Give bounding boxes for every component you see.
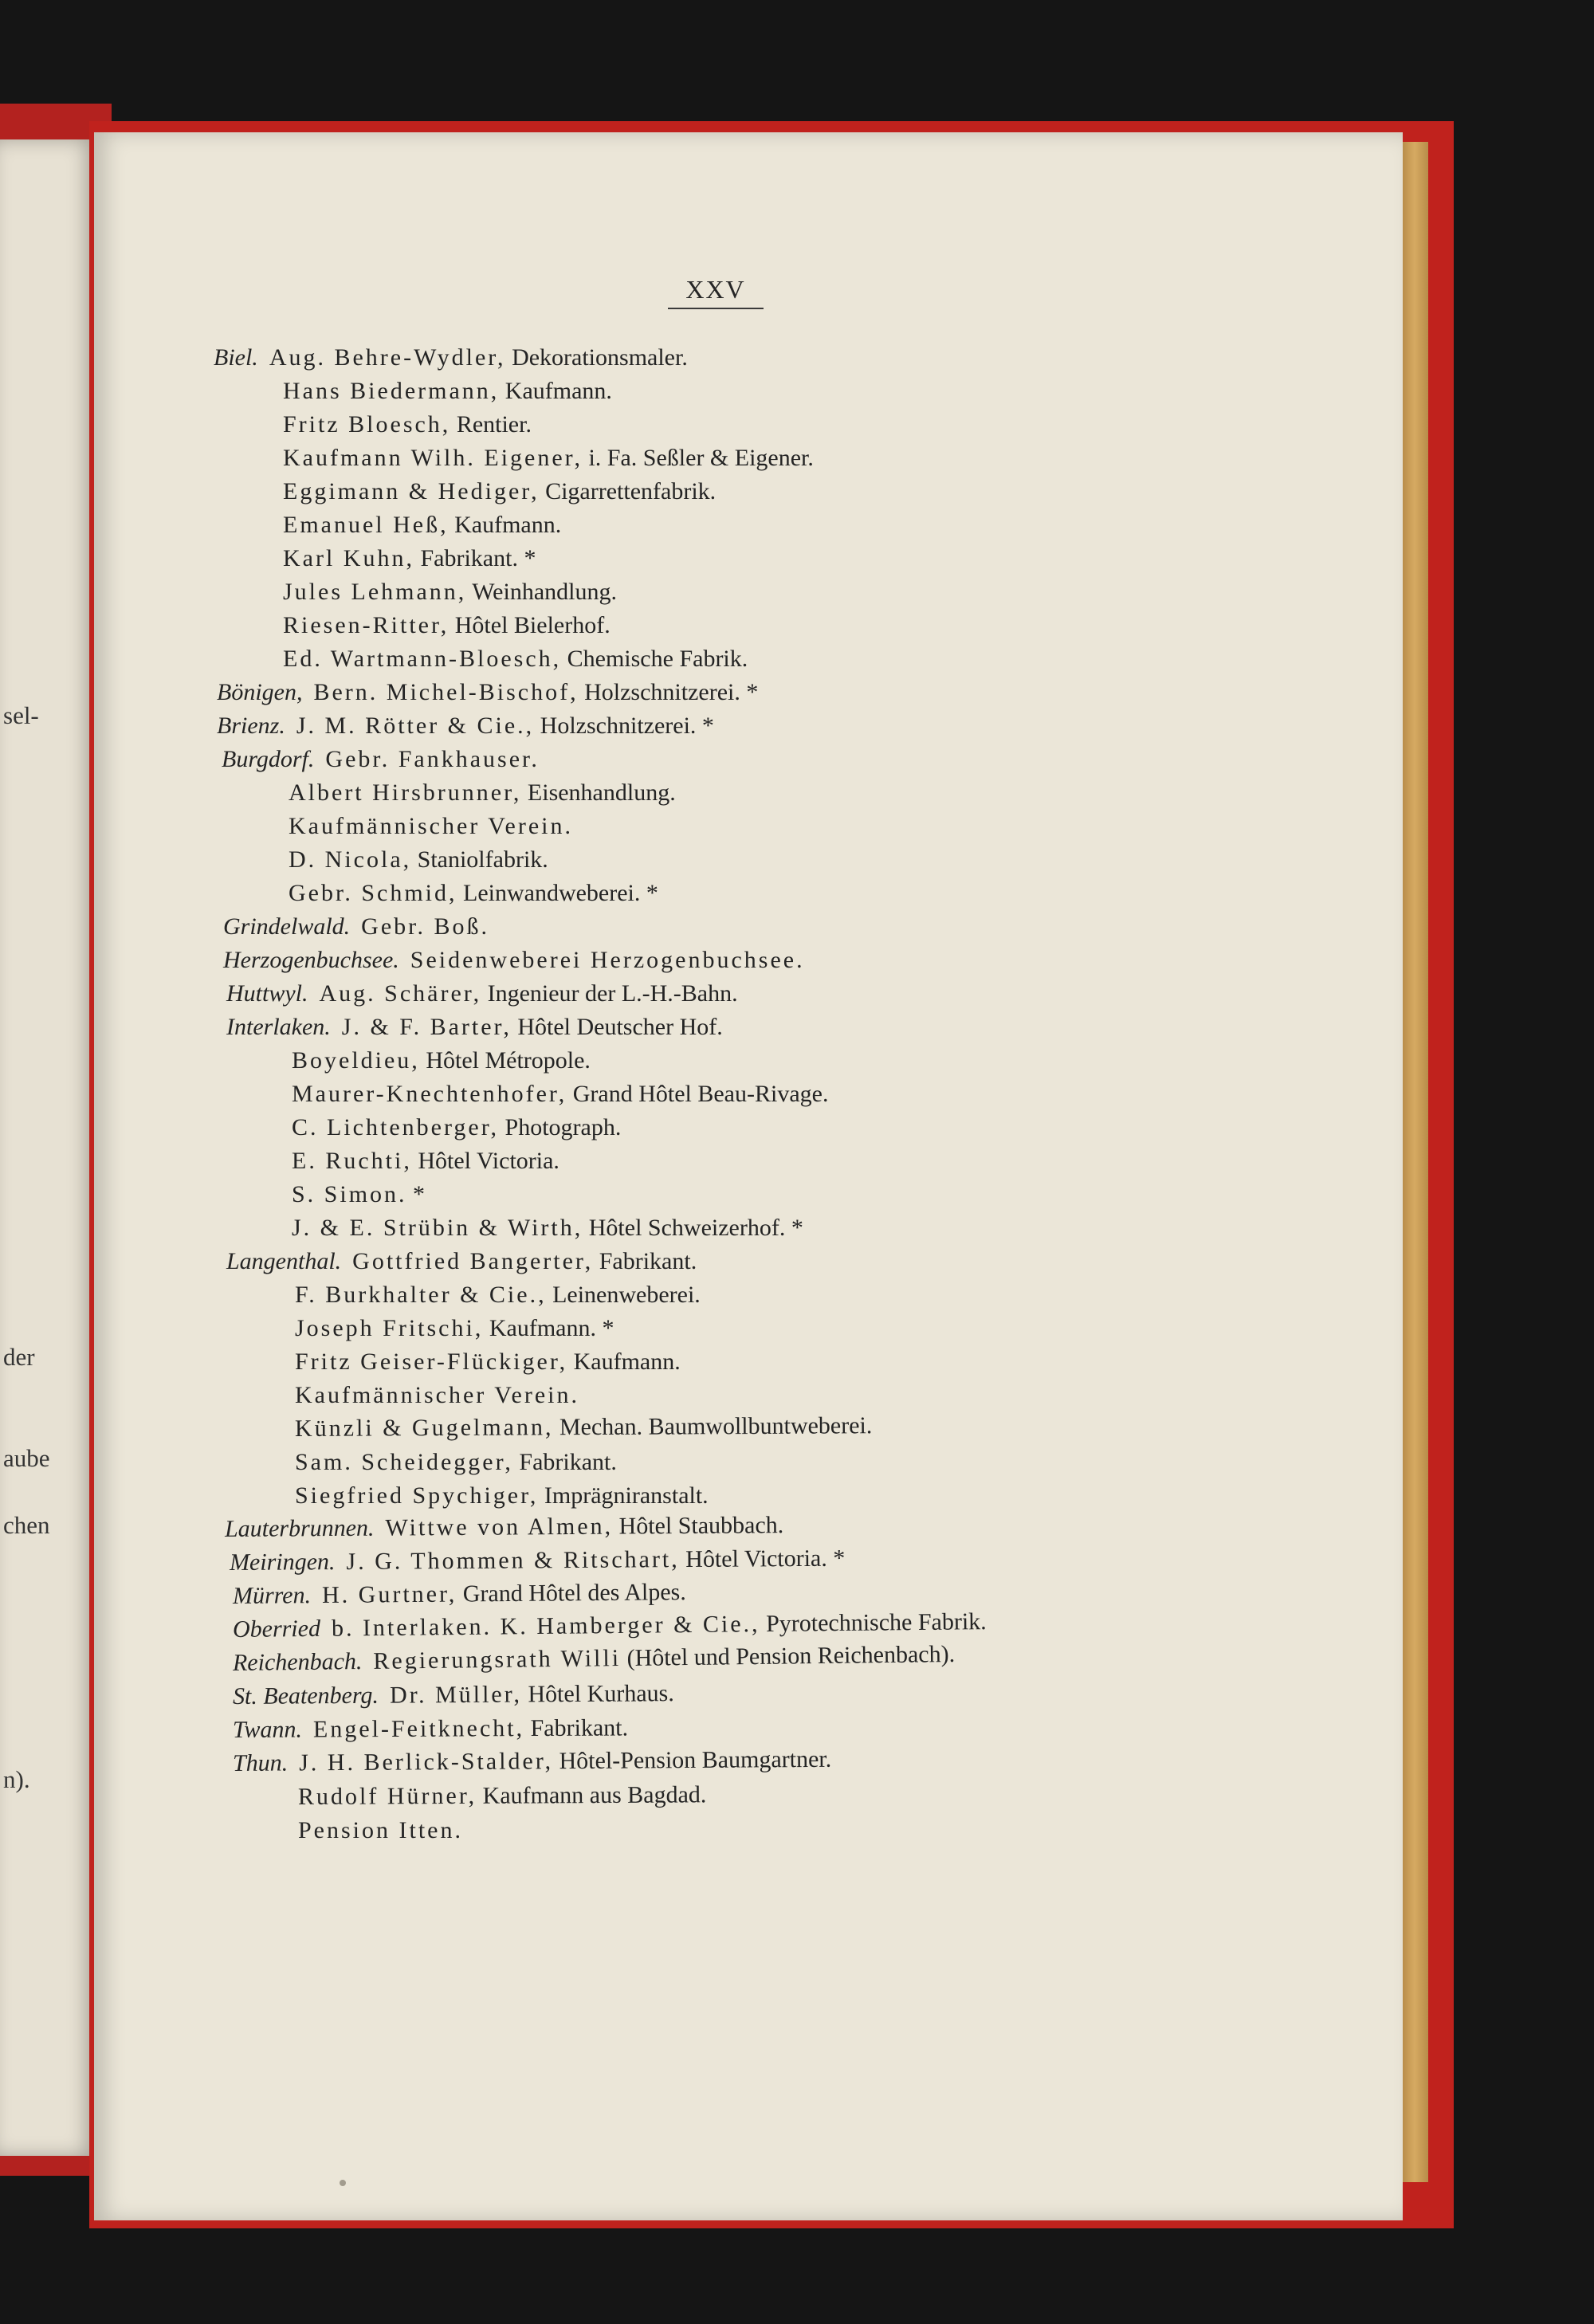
entry-name: Fritz Geiser-Flückiger, [295,1348,568,1375]
entry-place: Meiringen. [229,1549,336,1576]
entry-name: S. Simon. [292,1181,407,1207]
entry-name: J. G. Thommen & Ritschart, [346,1546,680,1575]
entry-name: Riesen-Ritter, [283,612,450,638]
directory-entry [283,376,612,406]
entry-name: Emanuel Heß, [283,512,449,538]
entry-details: Fabrikant. [524,1714,629,1742]
entry-name: Kaufmännischer Verein. [289,813,574,839]
entry-place: Burgdorf. [222,746,315,772]
entry-name: Wittwe von Almen, [385,1513,614,1541]
left-page-fragment: chen [3,1511,50,1539]
entry-details: Holzschnitzerei. * [578,679,759,705]
directory-entry [233,1745,831,1779]
entry-name: Rudolf Hürner, [297,1782,477,1810]
entry-name: J. M. Rötter & Cie., [296,713,535,739]
directory-entry [295,1411,873,1444]
entry-details: Rentier. [450,411,532,438]
directory-entry [233,1713,628,1745]
left-page-edge [0,139,94,2156]
entry-name: Seidenweberei Herzogenbuchsee. [410,947,805,973]
directory-entry [283,410,532,440]
entry-name: J. & F. Barter, [341,1014,512,1040]
entry-name: Gebr. Fankhauser. [325,746,540,772]
directory-entry [292,1213,803,1243]
entry-place: Interlaken. [226,1014,331,1040]
entry-name: H. Gurtner, [321,1580,457,1609]
entry-name: Bern. Michel-Bischof, [313,679,579,705]
entry-details: Kaufmann. [567,1348,681,1375]
entry-place: Brienz. [217,713,285,739]
directory-entry [283,644,748,674]
entry-details: Leinwandweberei. * [457,880,658,906]
directory-entry [298,1816,463,1846]
entry-name: Dr. Müller, [389,1681,523,1709]
entry-place: Reichenbach. [232,1648,363,1676]
entry-details: Hôtel Schweizerhof. * [583,1215,803,1241]
directory-entry [223,912,489,942]
entry-name: C. Lichtenberger, [292,1114,500,1140]
entry-details: Hôtel Bielerhof. [449,612,611,638]
entry-details: Chemische Fabrik. [561,646,748,672]
entry-name: Kaufmännischer Verein. [295,1382,580,1408]
entry-place: Oberried [232,1615,321,1643]
entry-place: Bönigen, [217,679,303,705]
directory-entry [295,1481,709,1511]
entry-name: Gebr. Schmid, [289,880,457,906]
entry-details: Grand Hôtel Beau-Rivage. [567,1081,829,1107]
entry-details: Kaufmann. [499,378,612,404]
directory-entry [289,878,658,909]
directory-entry [289,811,573,842]
entry-place: Twann. [232,1716,303,1743]
directory-entry [233,1678,674,1712]
left-page-fragment: aube [3,1444,50,1472]
entry-name: Fritz Bloesch, [283,411,451,438]
entry-place: Biel. [214,344,258,371]
directory-entry [295,1447,617,1478]
entry-name: J. H. Berlick-Stalder, [299,1748,554,1776]
entry-place: Thun. [232,1749,289,1776]
directory-entry [226,1246,697,1277]
entry-name: Künzli & Gugelmann, [294,1414,554,1442]
entry-details: Weinhandlung. [466,579,617,605]
directory-entry [225,1510,783,1545]
entry-place: Huttwyl. [226,980,308,1007]
entry-details: Mechan. Baumwollbuntweberei. [553,1412,873,1441]
entry-name: Kaufmann Wilh. Eigener, [283,445,583,471]
directory-entry [295,1380,579,1411]
directory-entry [292,1146,559,1176]
entry-name: Eggimann & Hediger, [283,478,540,504]
entry-details: Fabrikant. [593,1248,697,1274]
entry-name: Joseph Fritschi, [295,1315,484,1341]
directory-entry [283,510,561,540]
entry-place: St. Beatenberg. [232,1682,379,1710]
entry-place: Grindelwald. [223,913,351,940]
entry-details: * [406,1181,426,1207]
paper-speck [340,2180,346,2186]
entry-name: Gebr. Boß. [361,913,489,940]
directory-entry [295,1347,681,1377]
entry-details: Fabrikant. [512,1449,617,1475]
entry-details: Hôtel Métropole. [419,1047,591,1074]
entry-name: D. Nicola, [289,846,412,873]
entry-name: Karl Kuhn, [283,545,414,571]
entry-place: Lauterbrunnen. [224,1514,375,1542]
directory-entry [295,1313,614,1344]
directory-entry [298,1780,707,1812]
directory-entry [283,443,814,473]
entry-details: Hôtel Staubbach. [612,1512,784,1540]
entry-name: E. Ruchti, [292,1148,412,1174]
entry-details: Grand Hôtel des Alpes. [457,1579,686,1608]
entry-details: Eisenhandlung. [521,779,676,806]
entry-name: Ed. Wartmann-Bloesch, [283,646,562,672]
entry-name: F. Burkhalter & Cie., [295,1282,547,1308]
directory-entry [292,1079,828,1109]
directory-entry [217,711,714,741]
directory-entry [292,1046,591,1076]
directory-entry [289,778,676,808]
directory-entry [223,945,805,976]
directory-entry [283,577,617,607]
entry-details: (Hôtel und Pension Reichenbach). [620,1640,956,1672]
entry-details: Hôtel Kurhaus. [521,1680,674,1708]
entry-details: Hôtel Victoria. * [679,1545,846,1573]
entry-details: Fabrikant. * [414,545,536,571]
entry-place: Herzogenbuchsee. [223,947,399,973]
entry-name: Albert Hirsbrunner, [289,779,522,806]
entry-details: Ingenieur der L.-H.-Bahn. [481,980,738,1007]
entry-details: Photograph. [499,1114,622,1140]
entry-name: Boyeldieu, [292,1047,420,1074]
left-page-fragment: sel- [3,701,39,729]
entry-details: Kaufmann aus Bagdad. [477,1781,707,1809]
entry-details: Leinenweberei. [546,1282,701,1308]
entry-name: Siegfried Spychiger, [295,1482,539,1509]
page-edges [1401,142,1428,2182]
entry-details: Staniolfabrik. [411,846,548,873]
entry-name: Pension Itten. [298,1817,463,1843]
entry-name: b. Interlaken. K. Hamberger & Cie., [331,1611,760,1642]
directory-entry [283,544,536,574]
directory-entry [233,1577,686,1611]
directory-entry [214,343,688,373]
directory-entry [289,845,548,875]
entry-name: Maurer-Knechtenhofer, [292,1081,567,1107]
entry-name: Aug. Behre-Wydler, [269,344,506,371]
directory-entry [295,1280,701,1310]
directory-entry [222,744,540,775]
page-number: XXV [668,275,764,309]
directory-entry [226,979,738,1009]
entry-name: Regierungsrath Willi [373,1645,622,1674]
entry-place: Langenthal. [226,1248,342,1274]
directory-entry [226,1012,723,1042]
entry-details: Holzschnitzerei. * [534,713,714,739]
directory-entry [217,677,758,708]
directory-entry [283,610,611,641]
entry-details: Pyrotechnische Fabrik. [760,1608,987,1638]
left-page-fragment: n). [3,1765,30,1793]
left-page-fragment: der [3,1343,35,1371]
entry-details: Imprägniranstalt. [538,1482,709,1509]
entry-details: i. Fa. Seßler & Eigener. [582,445,814,471]
entry-name: Sam. Scheidegger, [295,1449,513,1475]
entry-details: Hôtel Deutscher Hof. [511,1014,723,1040]
entry-details: Dekorationsmaler. [505,344,688,371]
directory-entry [230,1544,846,1578]
entry-details: Kaufmann. * [483,1315,614,1341]
entry-name: Hans Biedermann, [283,378,500,404]
directory-entry [283,477,716,507]
entry-details: Hôtel Victoria. [411,1148,559,1174]
entry-details: Cigarrettenfabrik. [539,478,717,504]
entry-name: J. & E. Strübin & Wirth, [292,1215,583,1241]
entry-name: Gottfried Bangerter, [352,1248,594,1274]
entry-details: Kaufmann. [448,512,562,538]
entry-name: Engel-Feitknecht, [312,1715,525,1743]
entry-place: Mürren. [232,1582,312,1609]
directory-entry [292,1113,621,1143]
entry-name: Aug. Schärer, [319,980,482,1007]
entry-details: Hôtel-Pension Baumgartner. [552,1745,832,1775]
entry-name: Jules Lehmann, [283,579,467,605]
directory-entry [292,1180,425,1210]
